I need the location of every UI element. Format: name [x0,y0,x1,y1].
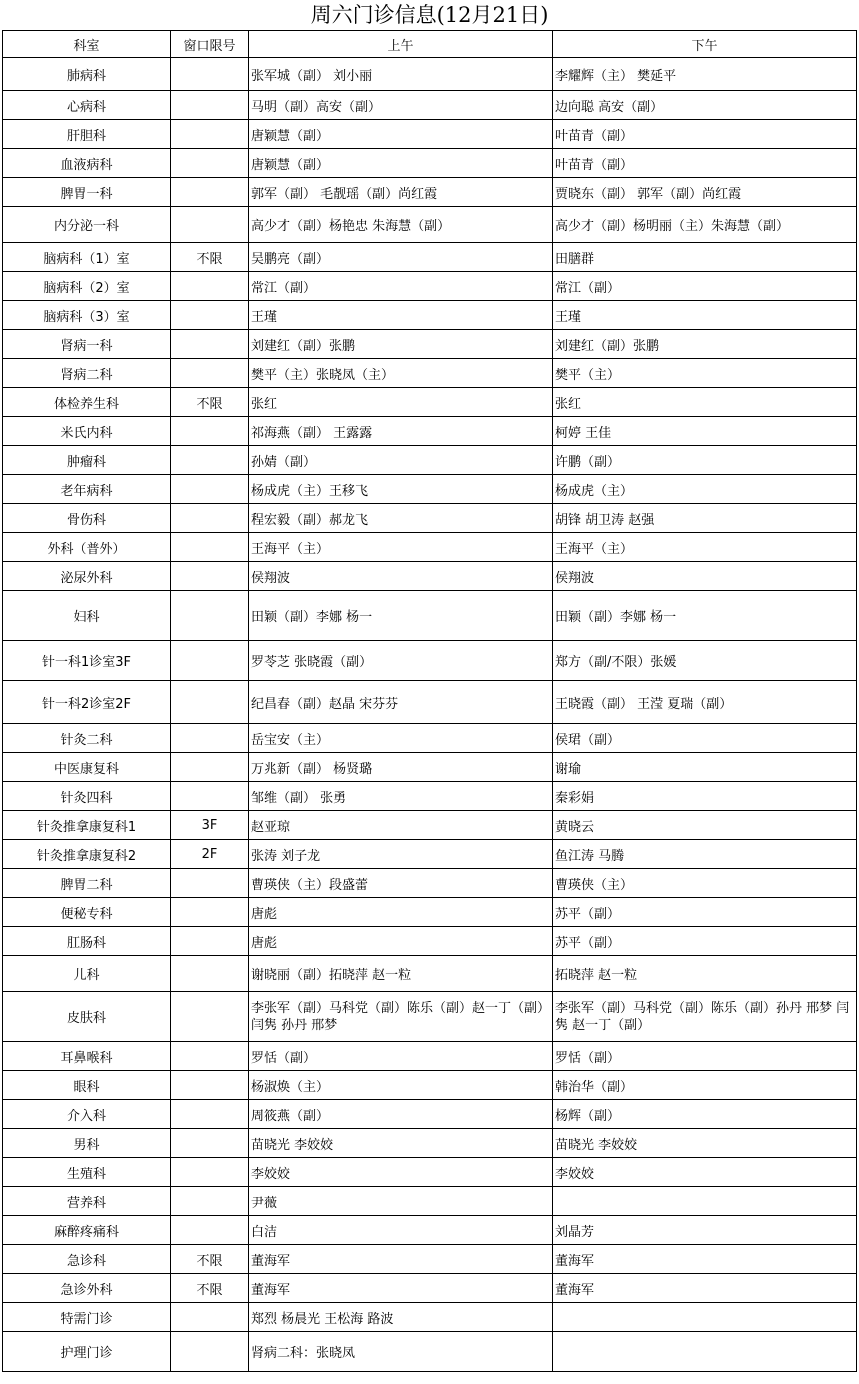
table-row [3,840,857,869]
am-cell: 樊平（主）张晓凤（主） [249,359,553,388]
table-row [3,1245,857,1274]
dept-cell: 特需门诊 [3,1303,171,1332]
pm-cell [553,1332,857,1372]
limit-cell [171,562,249,591]
dept-cell: 男科 [3,1129,171,1158]
dept-cell: 体检养生科 [3,388,171,417]
am-cell: 赵亚琼 [249,811,553,840]
am-cell: 李张军（副）马科党（副）陈乐（副）赵一丁（副）闫隽 孙丹 邢梦 [249,992,553,1042]
limit-cell [171,927,249,956]
dept-cell: 生殖科 [3,1158,171,1187]
dept-cell: 老年病科 [3,475,171,504]
pm-cell: 边向聪 高安（副） [553,91,857,120]
am-cell: 苗晓光 李姣姣 [249,1129,553,1158]
am-cell: 尹薇 [249,1187,553,1216]
pm-cell: 田颖（副）李娜 杨一 [553,591,857,641]
dept-cell: 血液病科 [3,149,171,178]
dept-cell: 外科（普外） [3,533,171,562]
limit-cell [171,1332,249,1372]
am-cell: 纪昌春（副）赵晶 宋芬芬 [249,681,553,724]
am-cell: 马明（副）高安（副） [249,91,553,120]
pm-cell: 侯翔波 [553,562,857,591]
am-cell: 肾病二科：张晓凤 [249,1332,553,1372]
am-cell: 罗苓芝 张晓霞（副） [249,641,553,681]
table-row [3,1042,857,1071]
limit-cell: 3F [171,811,249,840]
dept-cell: 皮肤科 [3,992,171,1042]
table-row [3,359,857,388]
limit-cell [171,330,249,359]
pm-cell: 李耀辉（主） 樊延平 [553,58,857,91]
schedule-table [2,30,857,1372]
dept-cell: 针灸四科 [3,782,171,811]
dept-cell: 护理门诊 [3,1332,171,1372]
table-row [3,753,857,782]
am-cell: 常江（副） [249,272,553,301]
table-row [3,1158,857,1187]
pm-cell: 许鹏（副） [553,446,857,475]
limit-cell: 不限 [171,243,249,272]
am-cell: 郭军（副） 毛靓瑶（副）尚红霞 [249,178,553,207]
table-row [3,898,857,927]
dept-cell: 骨伤科 [3,504,171,533]
table-row [3,1303,857,1332]
pm-cell: 柯婷 王佳 [553,417,857,446]
pm-cell: 苏平（副） [553,927,857,956]
table-row [3,927,857,956]
table-row [3,58,857,91]
limit-cell [171,1303,249,1332]
dept-cell: 儿科 [3,956,171,992]
pm-cell: 王海平（主） [553,533,857,562]
limit-cell [171,149,249,178]
pm-cell: 胡锋 胡卫涛 赵强 [553,504,857,533]
dept-cell: 针灸二科 [3,724,171,753]
table-row [3,446,857,475]
am-cell: 岳宝安（主） [249,724,553,753]
am-cell: 祁海燕（副） 王露露 [249,417,553,446]
pm-cell: 黄晓云 [553,811,857,840]
limit-cell [171,120,249,149]
table-row [3,1187,857,1216]
dept-cell: 针一科1诊室3F [3,641,171,681]
table-row [3,504,857,533]
pm-cell: 韩治华（副） [553,1071,857,1100]
limit-cell [171,504,249,533]
dept-cell: 针一科2诊室2F [3,681,171,724]
dept-cell: 肛肠科 [3,927,171,956]
am-cell: 王瑾 [249,301,553,330]
am-cell: 张红 [249,388,553,417]
limit-cell [171,533,249,562]
pm-cell: 李张军（副）马科党（副）陈乐（副）孙丹 邢梦 闫隽 赵一丁（副） [553,992,857,1042]
pm-cell: 樊平（主） [553,359,857,388]
table-row [3,992,857,1042]
pm-cell [553,1303,857,1332]
pm-cell: 常江（副） [553,272,857,301]
table-row [3,207,857,243]
am-cell: 王海平（主） [249,533,553,562]
limit-cell [171,301,249,330]
am-cell: 邹维（副） 张勇 [249,782,553,811]
limit-cell [171,1187,249,1216]
pm-cell: 贾晓东（副） 郭军（副）尚红霞 [553,178,857,207]
pm-cell: 秦彩娟 [553,782,857,811]
am-cell: 唐彪 [249,927,553,956]
limit-cell [171,446,249,475]
limit-cell [171,178,249,207]
am-cell: 吴鹏亮（副） [249,243,553,272]
pm-cell: 杨辉（副） [553,1100,857,1129]
limit-cell [171,417,249,446]
dept-cell: 妇科 [3,591,171,641]
pm-cell: 叶苗青（副） [553,120,857,149]
limit-cell [171,1100,249,1129]
table-row [3,1274,857,1303]
limit-cell: 不限 [171,388,249,417]
pm-cell: 李姣姣 [553,1158,857,1187]
am-cell: 罗恬（副） [249,1042,553,1071]
pm-cell: 叶苗青（副） [553,149,857,178]
table-row [3,811,857,840]
dept-cell: 泌尿外科 [3,562,171,591]
dept-cell: 耳鼻喉科 [3,1042,171,1071]
dept-cell: 心病科 [3,91,171,120]
table-row [3,591,857,641]
table-row [3,272,857,301]
am-cell: 周筱燕（副） [249,1100,553,1129]
limit-cell [171,782,249,811]
pm-cell: 田膳群 [553,243,857,272]
limit-cell [171,898,249,927]
pm-cell: 苗晓光 李姣姣 [553,1129,857,1158]
table-row [3,475,857,504]
table-row [3,1332,857,1372]
pm-cell: 刘晶芳 [553,1216,857,1245]
am-cell: 杨淑焕（主） [249,1071,553,1100]
dept-cell: 肾病一科 [3,330,171,359]
dept-cell: 肺病科 [3,58,171,91]
table-row [3,533,857,562]
am-cell: 张涛 刘子龙 [249,840,553,869]
am-cell: 郑烈 杨晨光 王松海 路波 [249,1303,553,1332]
am-cell: 孙婧（副） [249,446,553,475]
am-cell: 唐颖慧（副） [249,149,553,178]
dept-cell: 急诊外科 [3,1274,171,1303]
pm-cell: 郑方（副/不限）张媛 [553,641,857,681]
am-cell: 唐颖慧（副） [249,120,553,149]
limit-cell [171,272,249,301]
am-cell: 李姣姣 [249,1158,553,1187]
dept-cell: 脑病科（2）室 [3,272,171,301]
pm-cell: 杨成虎（主） [553,475,857,504]
am-cell: 杨成虎（主）王移飞 [249,475,553,504]
dept-cell: 针灸推拿康复科2 [3,840,171,869]
dept-cell: 内分泌一科 [3,207,171,243]
table-row [3,956,857,992]
am-cell: 侯翔波 [249,562,553,591]
dept-cell: 中医康复科 [3,753,171,782]
limit-cell [171,91,249,120]
am-cell: 董海军 [249,1245,553,1274]
am-cell: 田颖（副）李娜 杨一 [249,591,553,641]
table-row [3,869,857,898]
table-row [3,178,857,207]
limit-cell [171,956,249,992]
limit-cell [171,641,249,681]
am-cell: 程宏毅（副）郝龙飞 [249,504,553,533]
dept-cell: 便秘专科 [3,898,171,927]
table-row [3,1129,857,1158]
pm-cell: 张红 [553,388,857,417]
table-row [3,120,857,149]
pm-cell: 拓晓萍 赵一粒 [553,956,857,992]
table-row [3,641,857,681]
limit-cell: 不限 [171,1245,249,1274]
am-cell: 万兆新（副） 杨贤璐 [249,753,553,782]
dept-cell: 营养科 [3,1187,171,1216]
limit-cell [171,869,249,898]
am-cell: 曹瑛侠（主）段盛蕾 [249,869,553,898]
table-row [3,149,857,178]
am-cell: 谢晓丽（副）拓晓萍 赵一粒 [249,956,553,992]
dept-cell: 脑病科（1）室 [3,243,171,272]
table-row [3,782,857,811]
table-row [3,724,857,753]
pm-cell: 王瑾 [553,301,857,330]
dept-cell: 脾胃一科 [3,178,171,207]
dept-cell: 急诊科 [3,1245,171,1274]
pm-cell: 侯珺（副） [553,724,857,753]
dept-cell: 眼科 [3,1071,171,1100]
pm-cell: 谢瑜 [553,753,857,782]
pm-cell: 王晓霞（副） 王滢 夏瑞（副） [553,681,857,724]
table-row [3,417,857,446]
table-row [3,388,857,417]
table-row [3,243,857,272]
dept-cell: 介入科 [3,1100,171,1129]
pm-cell: 罗恬（副） [553,1042,857,1071]
dept-cell: 脾胃二科 [3,869,171,898]
dept-cell: 肿瘤科 [3,446,171,475]
dept-cell: 麻醉疼痛科 [3,1216,171,1245]
table-row [3,681,857,724]
am-cell: 白洁 [249,1216,553,1245]
pm-cell: 高少才（副）杨明丽（主）朱海慧（副） [553,207,857,243]
limit-cell [171,1158,249,1187]
header-am: 上午 [249,31,553,58]
limit-cell: 2F [171,840,249,869]
header-pm: 下午 [553,31,857,58]
table-body [3,58,857,1372]
table-row [3,1216,857,1245]
am-cell: 高少才（副）杨艳忠 朱海慧（副） [249,207,553,243]
limit-cell [171,475,249,504]
limit-cell [171,1042,249,1071]
pm-cell: 刘建红（副）张鹏 [553,330,857,359]
dept-cell: 米氏内科 [3,417,171,446]
am-cell: 董海军 [249,1274,553,1303]
table-row [3,91,857,120]
pm-cell: 鱼江涛 马腾 [553,840,857,869]
dept-cell: 肾病二科 [3,359,171,388]
limit-cell: 不限 [171,1274,249,1303]
table-row [3,1100,857,1129]
limit-cell [171,359,249,388]
limit-cell [171,207,249,243]
limit-cell [171,1129,249,1158]
pm-cell [553,1187,857,1216]
pm-cell: 苏平（副） [553,898,857,927]
dept-cell: 脑病科（3）室 [3,301,171,330]
header-dept: 科室 [3,31,171,58]
limit-cell [171,58,249,91]
pm-cell: 董海军 [553,1245,857,1274]
limit-cell [171,681,249,724]
limit-cell [171,724,249,753]
dept-cell: 针灸推拿康复科1 [3,811,171,840]
pm-cell: 董海军 [553,1274,857,1303]
dept-cell: 肝胆科 [3,120,171,149]
am-cell: 张军城（副） 刘小丽 [249,58,553,91]
table-row [3,301,857,330]
header-limit: 窗口限号 [171,31,249,58]
limit-cell [171,591,249,641]
limit-cell [171,753,249,782]
limit-cell [171,992,249,1042]
pm-cell: 曹瑛侠（主） [553,869,857,898]
am-cell: 刘建红（副）张鹏 [249,330,553,359]
limit-cell [171,1216,249,1245]
limit-cell [171,1071,249,1100]
table-row [3,1071,857,1100]
am-cell: 唐彪 [249,898,553,927]
header-row [3,31,857,58]
table-row [3,330,857,359]
page-title: 周六门诊信息(12月21日) [310,3,549,27]
table-row [3,562,857,591]
